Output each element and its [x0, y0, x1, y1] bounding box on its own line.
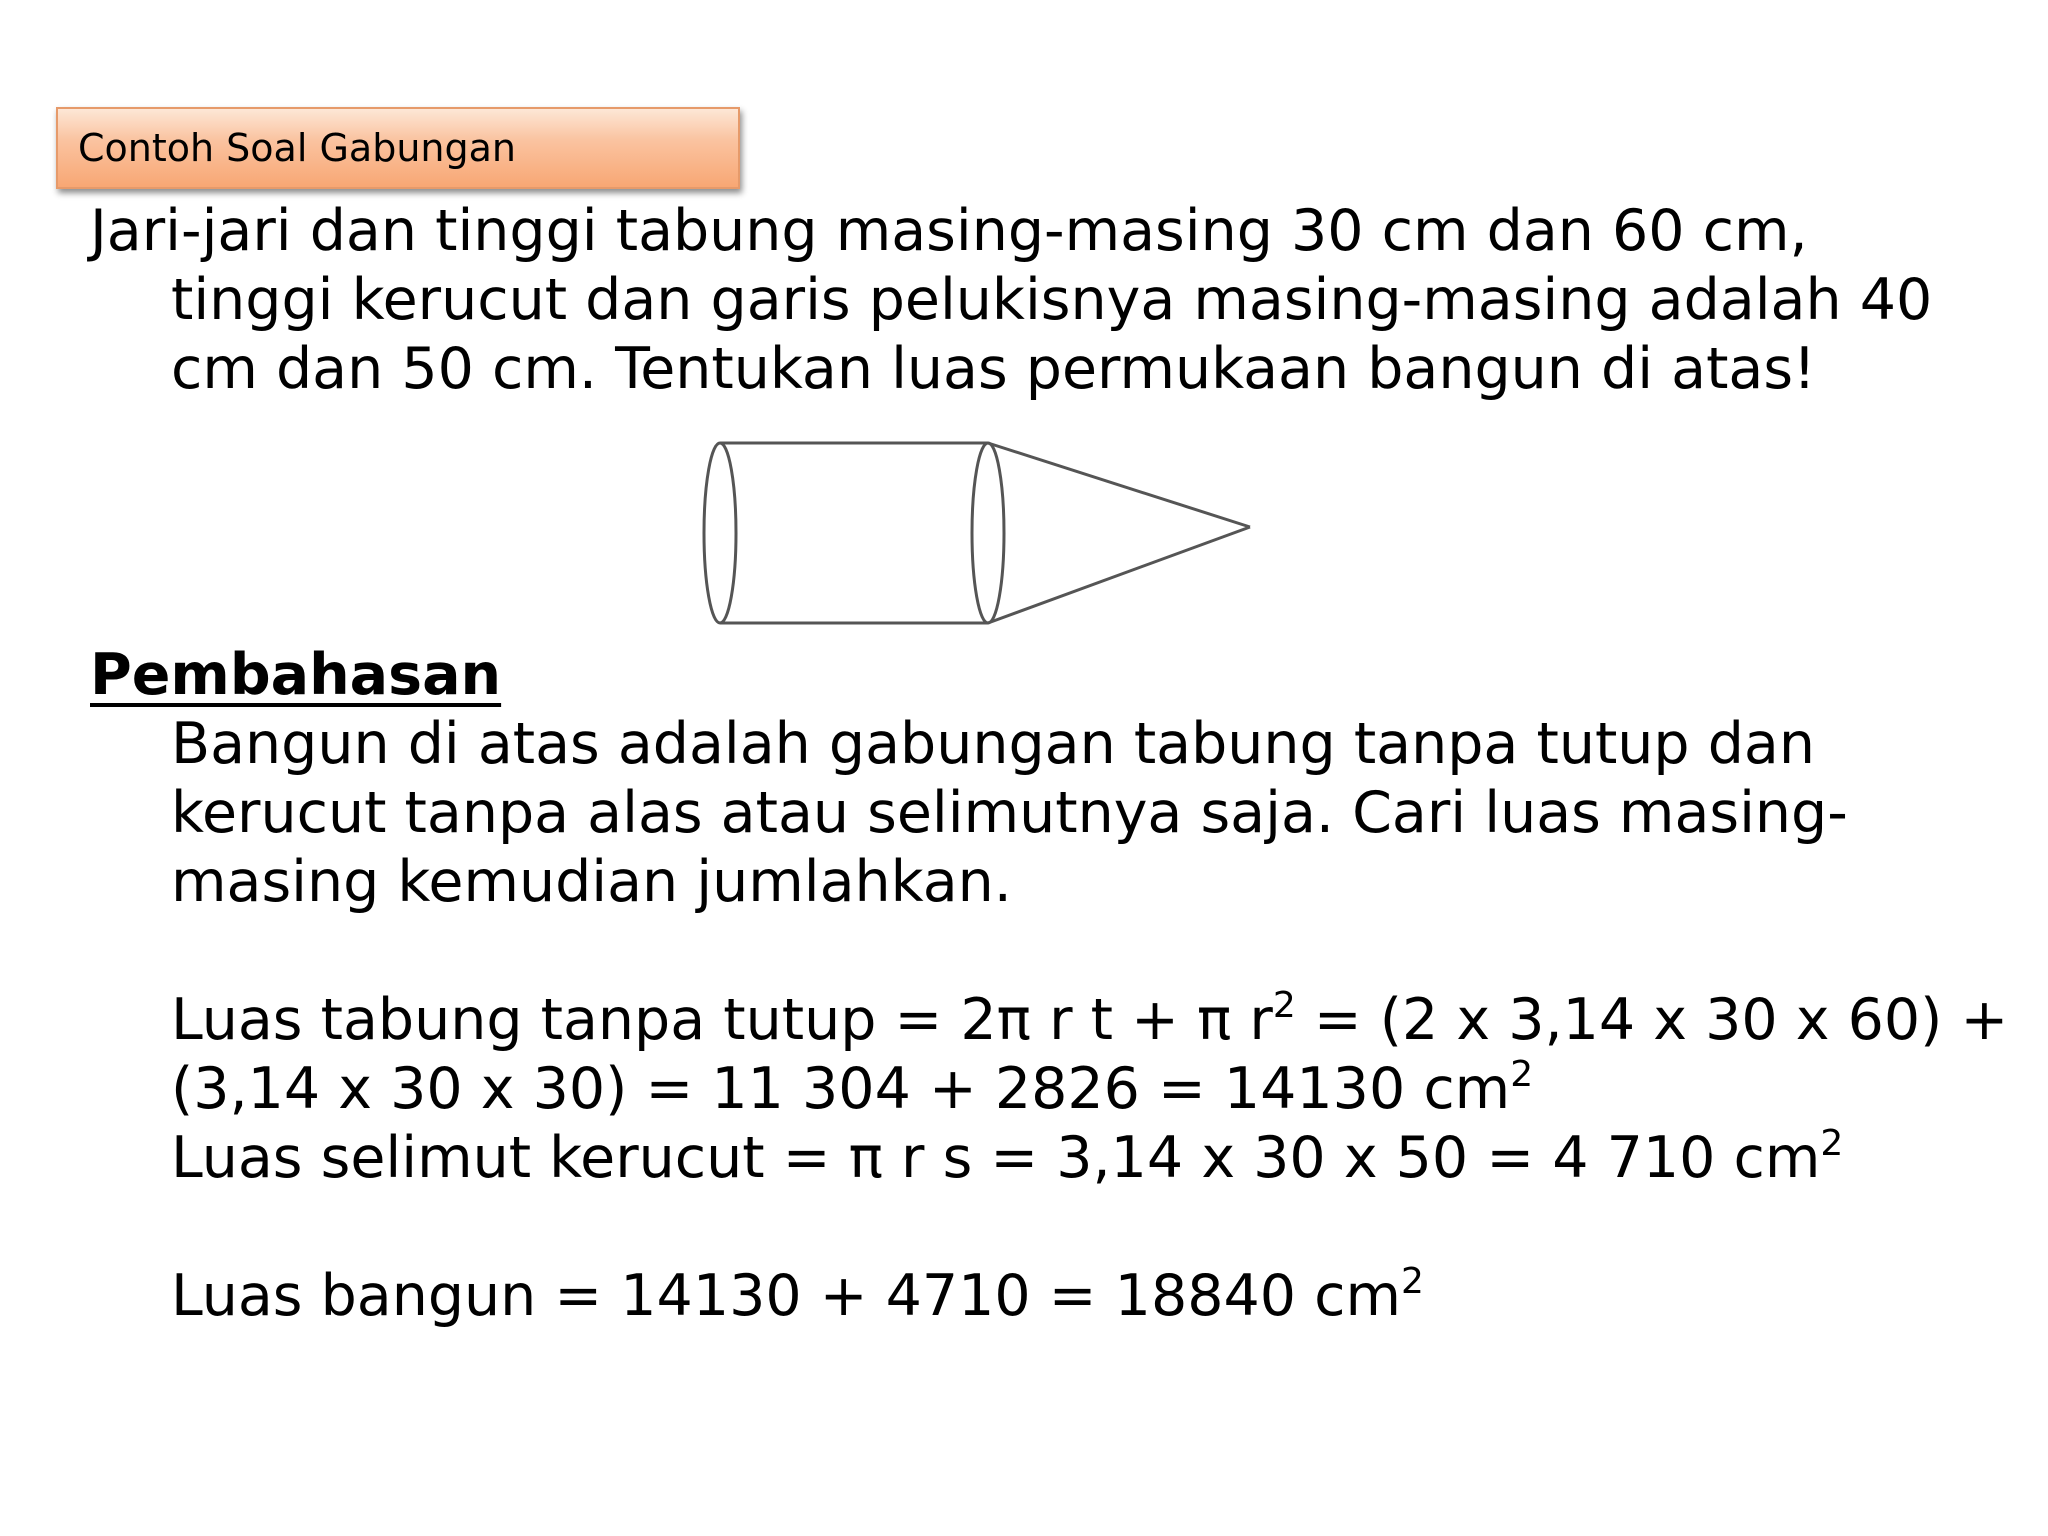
solution-intro-3: masing kemudian jumlahkan. — [171, 849, 1012, 915]
total-area-superscript: 2 — [1400, 1261, 1424, 1302]
solution-intro-2: kerucut tanpa alas atau selimutnya saja. Cari luas masing- — [171, 780, 1848, 846]
cylinder-left-end — [704, 443, 736, 623]
total-area-line — [90, 1262, 2048, 1331]
problem-line-3: cm dan 50 cm. Tentukan luas permukaan bangun di atas! — [171, 336, 1816, 402]
kerucut-formula-superscript: 2 — [1820, 1123, 1844, 1164]
cylinder-right-end — [972, 443, 1004, 623]
problem-line-1: Jari-jari dan tinggi tabung masing-masing 30 cm dan 60 cm, — [90, 198, 1808, 264]
problem-line-2: tinggi kerucut dan garis pelukisnya masing-masing adalah 40 — [171, 267, 1933, 333]
solution-intro-1: Bangun di atas adalah gabungan tabung tanpa tutup dan — [171, 711, 1815, 777]
slide-label: Contoh Soal Gabungan — [56, 107, 740, 189]
tabung-formula-line-2 — [90, 1055, 2048, 1124]
tabung-formula-text: Luas tabung tanpa tutup = 2π r t + π r — [171, 987, 1273, 1053]
tabung-formula-continued: = (2 x 3,14 x 30 x 60) + — [1295, 987, 2009, 1053]
solution-heading: Pembahasan — [90, 642, 502, 708]
kerucut-formula-text: Luas selimut kerucut = π r s = 3,14 x 30 x 50 = 4 710 cm — [171, 1125, 1821, 1191]
tabung-result-superscript: 2 — [1510, 1054, 1534, 1095]
cone-bottom-edge — [988, 527, 1250, 623]
cone-top-edge — [988, 443, 1250, 527]
tabung-result-text: (3,14 x 30 x 30) = 11 304 + 2826 = 14130 cm — [171, 1056, 1511, 1122]
cylinder-cone-figure — [690, 430, 1270, 630]
total-area-text: Luas bangun = 14130 + 4710 = 18840 cm — [171, 1263, 1401, 1329]
tabung-formula-line-1 — [90, 986, 2048, 1055]
tabung-formula-superscript: 2 — [1272, 985, 1296, 1026]
kerucut-formula-line — [90, 1124, 2048, 1193]
